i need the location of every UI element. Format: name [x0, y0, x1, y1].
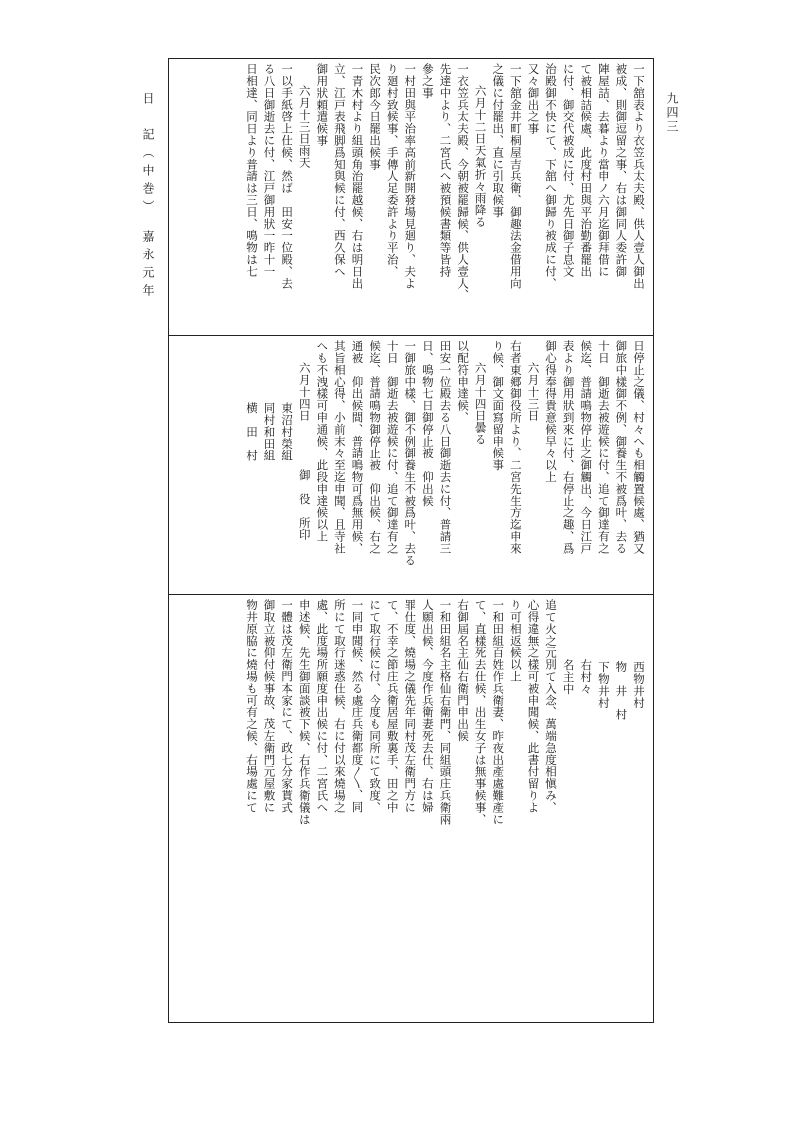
- text-frame: [168, 58, 654, 1023]
- text-column: て被相詰候處、此度村田與平治勤番罷出: [579, 63, 594, 278]
- addressee-line: 東沼村榮組: [280, 402, 295, 462]
- text-column: 田安一位殿去る八日御逝去に付、普請三: [438, 340, 453, 555]
- text-column: 一和田組名主格仙右衛門、同組頭庄兵衛兩: [438, 599, 453, 826]
- text-column: 候迄、普請鳴物御停止被 仰出候、右之: [368, 340, 383, 555]
- text-column: 一同申聞候、然る處庄兵衛都度〳〵、同: [350, 599, 365, 813]
- text-column: 以配符申達候、: [456, 340, 471, 424]
- addressee-line: 西物井村: [632, 661, 646, 709]
- text-column: 人願出候、今度作兵衛妻死去仕、右は婦: [420, 599, 435, 814]
- addressee-line: 下物井村: [596, 661, 611, 709]
- text-column: 一體は茂左衛門本家にて、政七分家貰式: [280, 599, 295, 814]
- text-column: る八日御逝去に付、江戸御用狀一昨十一: [262, 63, 277, 278]
- text-column: 一衣笠兵太夫殿、今朝被罷歸候、供人壹人、: [456, 63, 471, 301]
- addressee-line: 横 田 村: [244, 402, 259, 462]
- text-column: 一下舘表より衣笠兵太夫殿、供人壹人御出: [632, 63, 646, 290]
- text-column: 立、江戸表飛脚爲知與候に付、西久保へ: [332, 63, 347, 278]
- text-column: 右御屆名主仙右衛門申出候: [456, 599, 471, 742]
- text-column: に付、御交代被成に付、尤先日御子息文: [561, 63, 576, 278]
- text-column: り廻村致候事、手傳人足委許より平治、: [385, 63, 400, 278]
- text-column: 被成、則御逗留之事、右は御同人委許御: [614, 63, 629, 278]
- text-column: 御心得奉得貴意候早々以上: [544, 340, 559, 483]
- text-column: 物井原脇に燒場も可有之候、右場處にて: [244, 599, 259, 814]
- running-head: 日 記（中巻） 嘉永元年: [141, 92, 155, 302]
- text-column: て、不幸之節庄兵衛居屋敷裏手、田之中: [385, 599, 400, 814]
- addressee-line: 名主中: [561, 659, 576, 695]
- addressee-line: 物 井 村: [614, 661, 629, 721]
- date-signature-line: 六月十四日 御 役 所印: [297, 362, 312, 541]
- text-column: 御取立被仰付候事故、茂左衛門元屋敷に: [262, 599, 277, 814]
- addressee-line: 同村和田組: [262, 402, 277, 462]
- date-heading: 六月十二日天氣折々雨降る: [473, 85, 488, 228]
- page-number: 九四三: [665, 92, 679, 134]
- text-column: 一下舘金井町桐屋吉兵衛、御趣法金借用向: [508, 63, 523, 290]
- text-column: り候、御文面寫留申候事: [491, 340, 506, 471]
- text-column: 申述候、先生御面談被下候、右作兵衛儀は: [297, 599, 312, 826]
- text-column: 又々御出之事: [526, 63, 541, 135]
- text-panel-top: [169, 59, 653, 335]
- text-column: 候迄、普請鳴物停止之御觸出、今日江戸: [579, 340, 594, 555]
- text-column: にて取行候に付、今度も同所にて致度、: [368, 599, 383, 814]
- text-column: 表より御用狀到來に付、右停止之趣、爲: [561, 340, 576, 555]
- text-column: 一以手紙啓上仕候、然ば 田安一位殿、去: [280, 63, 295, 290]
- text-column: 罪仕度、燒場之儀先年同村茂左衛門方に: [403, 599, 418, 814]
- text-column: 一村田與平治率高前新開發場見廻り、夫よ: [403, 63, 418, 290]
- text-column: 治殿御不快にて、下舘へ御歸り被成に付、: [544, 63, 559, 290]
- text-column: 日、鳴物七日御停止被 仰出候: [420, 340, 435, 507]
- text-column: 陣屋詰、去暮より當申ノ六月迄御拜借に: [596, 63, 611, 278]
- text-column: 心得違無之樣可被申聞候、此書付留りよ: [526, 599, 541, 814]
- text-column: 御旅中樣御不例、御養生不被爲叶、去る: [614, 340, 629, 555]
- text-column: 右者東郷御役所より、二宮先生方迄申來: [508, 340, 523, 555]
- text-column: 參之事: [420, 63, 435, 99]
- text-column: て、直樣死去仕候、出生女子は無事候事、: [473, 599, 488, 826]
- text-panel-bottom: [169, 595, 653, 1022]
- text-column: 十日 御逝去被遊候に付、追て御達有之: [385, 340, 400, 555]
- date-line: 六月十三日: [526, 362, 541, 422]
- text-column: 一青木村より組頭角治罷越候、右は明日出: [350, 63, 365, 290]
- text-column: 民次郎今日罷出候事: [368, 63, 383, 171]
- text-column: 先達中より、二宮氏へ被預候書類等皆持: [438, 63, 453, 278]
- text-column: 處、此度場所願度申出候に付、二宮氏へ: [315, 599, 330, 814]
- text-column: へも不洩樣可申通候、此段申達候以上: [315, 340, 330, 543]
- text-column: り可相返候以上: [508, 599, 523, 683]
- text-column: 御用狀頼遣候事: [315, 63, 330, 147]
- text-column: 追て火之元別て入念、萬端急度相愼み、: [544, 599, 559, 814]
- addressee-line: 右村々: [579, 659, 594, 695]
- date-heading: 六月十四日曇る: [473, 362, 488, 446]
- text-column: 一御旅中樣、御不例御養生不被爲叶、去る: [403, 340, 418, 567]
- text-column: 十日 御逝去被遊候に付、追て御達有之: [596, 340, 611, 555]
- text-panel-middle: [169, 336, 653, 594]
- text-column: 日停止之儀、村々へも相觸置候處、猶又: [632, 340, 646, 555]
- text-column: 之儀に付罷出、直に引取候事: [491, 63, 506, 218]
- text-column: 日相達、同日より普請は三日、鳴物は七: [244, 63, 259, 278]
- text-column: 一和田組百姓作兵衛妻、昨夜出產處難產に: [491, 599, 506, 826]
- text-column: 通被 仰出候間、普請鳴物可爲無用候、: [350, 340, 365, 555]
- text-column: 所にて取行迷惑仕候、右に付以來燒場之: [332, 599, 347, 814]
- text-column: 其旨相心得、小前末々至迄申聞、且寺社: [332, 340, 347, 555]
- date-heading: 六月十三日雨天: [297, 85, 312, 169]
